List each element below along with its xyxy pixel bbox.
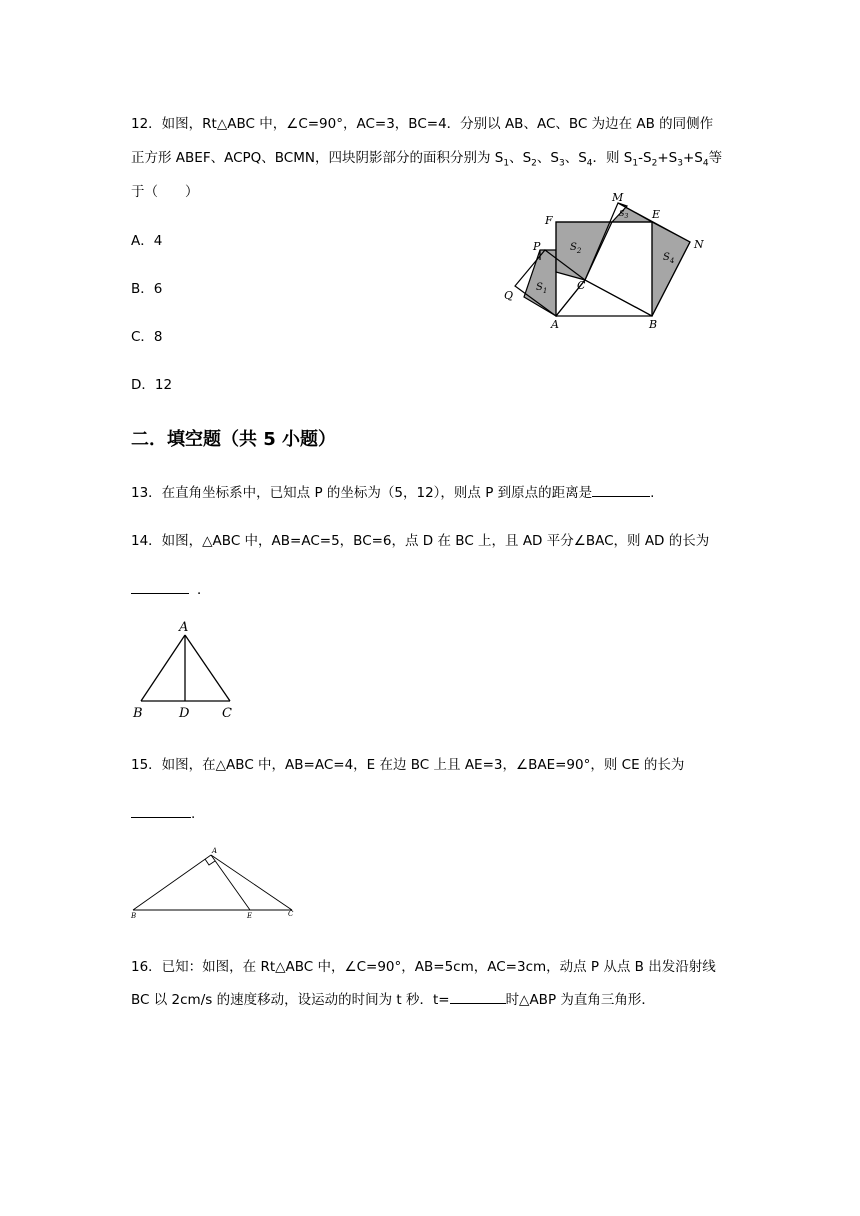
q14-text: 14．如图，△ABC 中，AB=AC=5，BC=6，点 D 在 BC 上，且 AD 平分∠BAC，则 AD 的长为 [131,533,710,549]
q12-label-p: P [533,240,541,253]
q12-line-1: 12．如图，Rt△ABC 中，∠C=90°，AC=3，BC=4．分别以 AB、AC、BC 为边在 AB 的同侧作 [131,116,714,132]
q12-figure [500,190,720,335]
q15-answer-blank[interactable] [131,803,191,818]
q12-line-2: 正方形 ABEF、ACPQ、BCMN，四块阴影部分的面积分别为 $S_1$、$S_2$、$S_3$、$S_4$．则 $S_1-S_2+S_3+S_4$等 [131,150,723,169]
q16-line-1: 16．已知：如图，在 Rt△ABC 中，∠C=90°，AB=5cm，AC=3cm，动点 P 从点 B 出发沿射线 [131,959,716,975]
q12-label-n: N [694,238,704,251]
q12-label-e: E [652,208,661,221]
q12-option-d[interactable]: D．12 [131,377,173,393]
q12-label-q: Q [504,289,514,302]
q15-text: 15．如图，在△ABC 中，AB=AC=4，E 在边 BC 上且 AE=3，∠BAE=90°，则 CE 的长为 [131,757,685,773]
q12-label-a: A [551,318,559,331]
q14-label-d: D [179,706,190,721]
q14-figure [130,618,240,722]
q12-label-s2: $S_2$ [570,242,582,255]
q14-label-c: C [222,706,232,721]
q12-line-3: 于（ ） [131,184,199,200]
q14-answer-blank[interactable] [131,579,189,594]
q14-label-b: B [133,706,143,721]
q12-option-a[interactable]: A．4 [131,233,163,249]
q12-label-s4: $S_4$ [663,252,675,265]
q12-label-s3: $S_3$ [619,209,629,220]
q13-answer-blank[interactable] [592,482,650,497]
q12-label-s1: $S_1$ [536,282,548,295]
q16-answer-blank[interactable] [450,989,506,1004]
q15-label-e: E [247,912,253,920]
q13-text: 13．在直角坐标系中，已知点 P 的坐标为（5，12），则点 P 到原点的距离是 . [131,481,654,501]
q15-label-b: B [131,912,137,920]
q12-label-f: F [545,214,553,227]
q12-label-m: M [612,191,624,204]
q15-answer-line: . [131,803,195,822]
q12-label-b: B [649,318,658,331]
q15-figure [128,842,298,922]
q12-option-c[interactable]: C．8 [131,329,163,345]
q12-option-b[interactable]: B．6 [131,281,163,297]
q15-label-a: A [212,847,218,855]
q14-label-a: A [179,620,189,635]
q12-label-c: C [577,279,586,292]
q15-label-c: C [288,910,294,918]
q16-line-2: BC 以 2cm/s 的速度移动，设运动的时间为 t 秒．t= 时△ABP 为直角三角形． [131,988,655,1008]
q14-answer-line: ． [131,578,211,598]
section-title: 二．填空题（共 5 小题） [131,429,337,450]
